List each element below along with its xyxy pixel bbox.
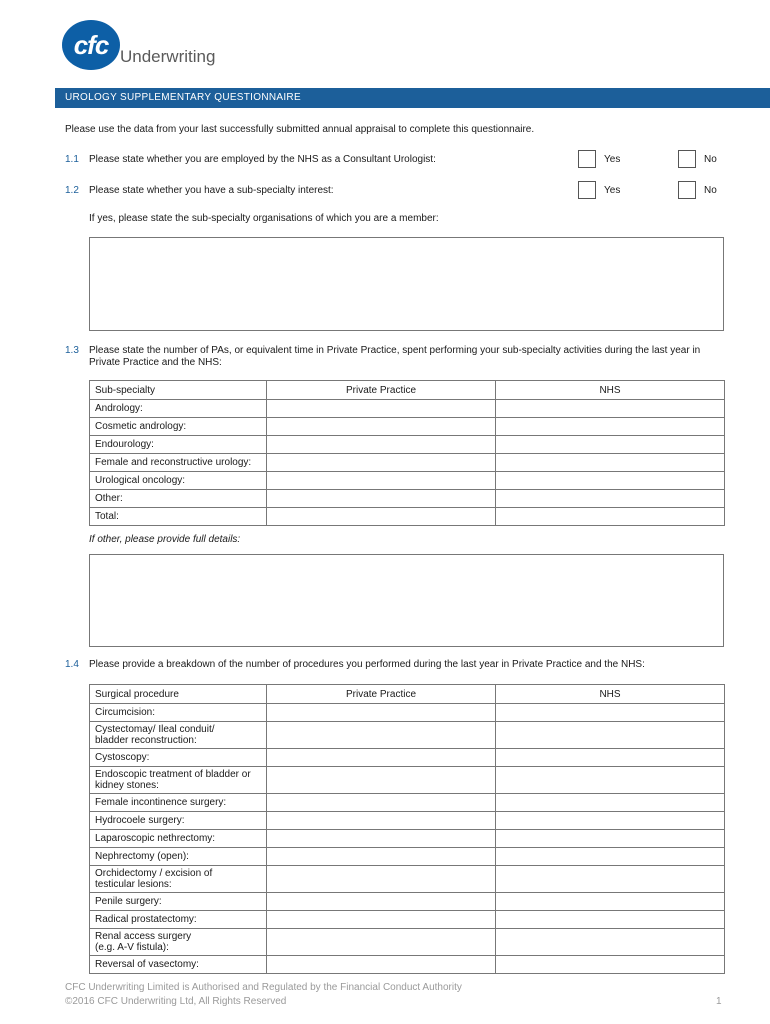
nhs-cell[interactable] [496,722,725,749]
header-sub-specialty: Sub-specialty [90,381,267,400]
row-label [90,704,267,722]
table-row [90,704,725,722]
row-label-line: Circumcision: [95,707,156,718]
row-label-line: Radical prostatectomy: [95,914,197,925]
table-row [90,848,725,866]
table-row [90,436,725,454]
table-row [90,490,725,508]
row-label [90,929,267,956]
table-row [90,722,725,749]
row-label [90,848,267,866]
private-practice-cell[interactable] [267,911,496,929]
table-row [90,767,725,794]
private-practice-cell[interactable] [267,436,496,454]
other-details-textarea[interactable] [89,554,724,647]
row-label [90,794,267,812]
row-label [90,830,267,848]
nhs-cell[interactable] [496,704,725,722]
q1-3-text-line2: Private Practice and the NHS: [89,357,222,368]
row-label-line: Reversal of vasectomy: [95,959,199,970]
row-label: Cosmetic andrology: [90,418,267,436]
table-row [90,508,725,526]
nhs-cell[interactable] [496,929,725,956]
row-label [90,812,267,830]
row-label-line: kidney stones: [95,780,159,791]
q1-2-no-label: No [704,185,717,196]
q1-4-text: Please provide a breakdown of the number of procedures you performed during the last year in Private Practice and the NHS: [89,659,645,670]
nhs-cell[interactable] [496,830,725,848]
q1-1-yes-label: Yes [604,154,621,165]
intro-text: Please use the data from your last successfully submitted annual appraisal to complete this questionnaire. [65,124,535,135]
nhs-cell[interactable] [496,812,725,830]
header-surgical-procedure: Surgical procedure [90,685,267,704]
private-practice-cell[interactable] [267,400,496,418]
private-practice-cell[interactable] [267,490,496,508]
row-label [90,767,267,794]
row-label-line: bladder reconstruction: [95,735,197,746]
private-practice-cell[interactable] [267,812,496,830]
q1-2-yes-label: Yes [604,185,621,196]
row-label-line: (e.g. A-V fistula): [95,942,169,953]
q1-2-text: Please state whether you have a sub-specialty interest: [89,185,334,196]
nhs-cell[interactable] [496,454,725,472]
table-row [90,929,725,956]
row-label-line: Orchidectomy / excision of [95,868,213,879]
private-practice-cell[interactable] [267,956,496,974]
private-practice-cell[interactable] [267,722,496,749]
row-label [90,722,267,749]
nhs-cell[interactable] [496,848,725,866]
row-label: Other: [90,490,267,508]
table-row [90,400,725,418]
row-label [90,866,267,893]
cfc-logo-mark: cfc [62,20,120,70]
private-practice-cell[interactable] [267,794,496,812]
private-practice-cell[interactable] [267,848,496,866]
table-row [90,472,725,490]
nhs-cell[interactable] [496,508,725,526]
procedures-table [89,684,725,974]
nhs-cell[interactable] [496,749,725,767]
nhs-cell[interactable] [496,866,725,893]
q1-1-yes-checkbox[interactable] [578,150,596,168]
row-label [90,956,267,974]
table-row [90,956,725,974]
nhs-cell[interactable] [496,436,725,454]
q1-3-number: 1.3 [65,345,79,356]
header-private-practice: Private Practice [267,381,496,400]
row-label: Andrology: [90,400,267,418]
nhs-cell[interactable] [496,767,725,794]
table-row [90,830,725,848]
table-row [90,454,725,472]
other-details-label: If other, please provide full details: [89,534,241,545]
table-row [90,418,725,436]
private-practice-cell[interactable] [267,508,496,526]
private-practice-cell[interactable] [267,418,496,436]
row-label-line: testicular lesions: [95,879,172,890]
q1-2-followup-text: If yes, please state the sub-specialty organisations of which you are a member: [89,213,439,224]
header-nhs: NHS [496,381,725,400]
nhs-cell[interactable] [496,956,725,974]
q1-2-no-checkbox[interactable] [678,181,696,199]
row-label-line: Renal access surgery [95,931,192,942]
private-practice-cell[interactable] [267,767,496,794]
private-practice-cell[interactable] [267,704,496,722]
row-label: Urological oncology: [90,472,267,490]
private-practice-cell[interactable] [267,749,496,767]
q1-1-text: Please state whether you are employed by the NHS as a Consultant Urologist: [89,154,436,165]
row-label [90,893,267,911]
row-label [90,911,267,929]
private-practice-cell[interactable] [267,830,496,848]
q1-1-no-label: No [704,154,717,165]
footer-regulatory-text: CFC Underwriting Limited is Authorised and Regulated by the Financial Conduct Authority [65,982,462,993]
row-label-line: Nephrectomy (open): [95,851,189,862]
nhs-cell[interactable] [496,400,725,418]
header-nhs: NHS [496,685,725,704]
nhs-cell[interactable] [496,794,725,812]
private-practice-cell[interactable] [267,866,496,893]
nhs-cell[interactable] [496,490,725,508]
table-row [90,911,725,929]
nhs-cell[interactable] [496,911,725,929]
row-label-line: Laparoscopic nethrectomy: [95,833,216,844]
row-label: Endourology: [90,436,267,454]
row-label-line: Female incontinence surgery: [95,797,227,808]
q1-2-yes-checkbox[interactable] [578,181,596,199]
page-title-banner: UROLOGY SUPPLEMENTARY QUESTIONNAIRE [55,88,770,108]
row-label: Total: [90,508,267,526]
sub-specialty-organisations-textarea[interactable] [89,237,724,331]
table-row [90,866,725,893]
nhs-cell[interactable] [496,418,725,436]
q1-3-text-line1: Please state the number of PAs, or equivalent time in Private Practice, spent performing your sub-specialty activities during the last year in [89,345,701,356]
q1-1-number: 1.1 [65,154,79,165]
q1-4-number: 1.4 [65,659,79,670]
cfc-logo-wordmark: Underwriting [120,47,216,66]
row-label-line: Hydrocoele surgery: [95,815,185,826]
page-number: 1 [716,996,722,1007]
sub-specialty-table [89,380,725,526]
nhs-cell[interactable] [496,472,725,490]
q1-2-number: 1.2 [65,185,79,196]
table-row [90,812,725,830]
table-row [90,794,725,812]
private-practice-cell[interactable] [267,472,496,490]
row-label-line: Endoscopic treatment of bladder or [95,769,251,780]
row-label-line: Cystoscopy: [95,752,150,763]
row-label-line: Penile surgery: [95,896,162,907]
nhs-cell[interactable] [496,893,725,911]
private-practice-cell[interactable] [267,893,496,911]
private-practice-cell[interactable] [267,929,496,956]
row-label-line: Cystectomay/ Ileal conduit/ [95,724,215,735]
private-practice-cell[interactable] [267,454,496,472]
header-private-practice: Private Practice [267,685,496,704]
table-row [90,893,725,911]
row-label: Female and reconstructive urology: [90,454,267,472]
table-row [90,749,725,767]
q1-1-no-checkbox[interactable] [678,150,696,168]
footer-copyright: ©2016 CFC Underwriting Ltd, All Rights Reserved [65,996,287,1007]
row-label [90,749,267,767]
